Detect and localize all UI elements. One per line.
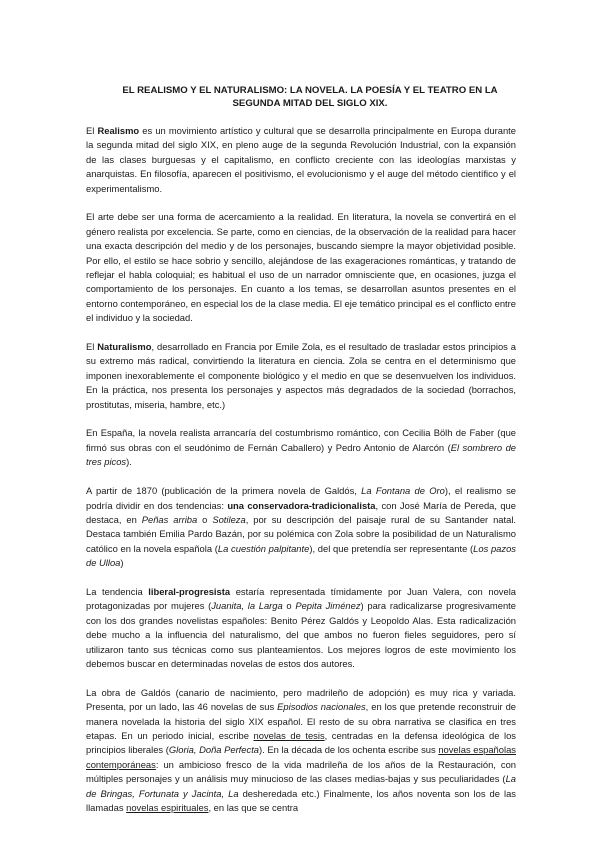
term-liberal-progresista: liberal-progresista bbox=[148, 585, 231, 597]
text-run: ). En la década de los ochenta escribe sus bbox=[259, 744, 439, 756]
work-title: La Fontana de Oro bbox=[361, 485, 445, 497]
work-title: Pepita Jiménez bbox=[295, 600, 361, 612]
text-run: El arte debe ser una forma de acercamiento a la realidad. En literatura, la novela se convertirá en el género realista por excelencia. Se parte, como en ciencias, de la observación de la realidad para hacer una exacta descripción del medio y de los personajes, buscando siempre la mayor objetividad posible. Por ello, el estilo se hace sobrio y sencillo, alejándose de las exageraciones románticas, y tratando de reflejar el habla coloquial; es habitual el uso de un narrador omnisciente que, en ocasiones, juzga el comportamiento de los personajes. En cuanto a los temas, se desarrollan asuntos presentes en el entorno contemporáneo, en especial los de la clase media. El eje temático principal es el conflicto entre el individuo y la sociedad. bbox=[86, 211, 516, 324]
paragraph-liberal bbox=[86, 585, 516, 671]
term-naturalismo: Naturalismo bbox=[97, 341, 152, 353]
work-title: Peñas arriba bbox=[141, 513, 198, 525]
text-run: o bbox=[282, 600, 296, 612]
text-run: A partir de 1870 (publicación de la primera novela de Galdós, bbox=[86, 485, 362, 497]
work-title: La de Bringas, Fortunata y Jacinta, La bbox=[86, 773, 516, 799]
text-run: La obra de Galdós (canario de nacimiento, pero madrileño de adopción) es muy rica y variada. Presenta, por un lado, las 46 novelas de sus bbox=[86, 686, 516, 713]
text-run: o bbox=[197, 513, 213, 525]
work-title: Sotileza bbox=[212, 513, 246, 525]
paragraph-galdos bbox=[86, 686, 516, 816]
paragraph-espana bbox=[86, 426, 516, 469]
work-title: Episodios nacionales bbox=[277, 701, 366, 713]
text-run: ), el realismo se podría dividir en dos tendencias: bbox=[86, 485, 516, 511]
paragraph-naturalismo bbox=[86, 340, 516, 412]
text-run: desheredada etc.) Finalmente, los años noventa son los de las llamadas bbox=[86, 787, 516, 813]
text-run: , en los que pretende reconstruir de manera novelada la historia del siglo XIX español. El resto de su obra narrativa se clasifica en tres etapas. En un periodo inicial, escribe bbox=[86, 701, 516, 741]
text-run: , en las que se centra bbox=[208, 802, 299, 813]
text-run: , con José María de Pereda, que destaca, en bbox=[86, 499, 516, 525]
work-title: La cuestión palpitante bbox=[217, 542, 310, 554]
term-novelas-contemporaneas: novelas españolas contemporáneas bbox=[86, 744, 516, 770]
text-run: , desarrollado en Francia por Emile Zola, es el resultado de trasladar estos principios a su extremo más radical, convirtiendo la literatura en ciencia. Zola se centra en el determinismo que imponen inexorablemente el componente biológico y el medio en que se desenvuelven los individuos. En la práctica, nos presenta los personajes y aspectos más degradados de la sociedad (borrachos, prostitutas, miseria, hambre, etc.) bbox=[86, 341, 516, 410]
text-run: , por su descripción del paisaje rural de su Santander natal. Destaca también Emilia Pardo Bazán, por su polémica con Zola sobre la posibilidad de un Naturalismo católico en la novela española ( bbox=[86, 513, 517, 554]
document-body bbox=[86, 124, 516, 830]
text-run: El bbox=[86, 341, 98, 353]
text-run: estaría representada tímidamente por Juan Valera, con novela protagonizadas por mujeres ( bbox=[86, 585, 516, 612]
work-title: Los pazos de Ulloa bbox=[86, 542, 516, 569]
paragraph-1870 bbox=[86, 484, 516, 570]
paragraph-arte bbox=[86, 210, 516, 325]
text-run: es un movimiento artístico y cultural que se desarrolla principalmente en Europa durante la segunda mitad del siglo XIX, en pleno auge de la segunda Revolución Industrial, con la expansión de las clases burguesas y el capitalismo, en conflicto creciente con las ideologías marxistas y anarquistas. En filosofía, aparecen el positivismo, el evolucionismo y el auge del método científico y el experimentalismo. bbox=[86, 125, 516, 194]
text-run: En España, la novela realista arrancaría del costumbrismo romántico, con Cecilia Bölh de Faber (que firmó sus obras con el seudónimo de Fernán Caballero) y Pedro Antonio de Alarcón ( bbox=[86, 427, 516, 453]
document-title: EL REALISMO Y EL NATURALISMO: LA NOVELA. LA POESÍA Y EL TEATRO EN LA SEGUNDA MITAD DEL SIGLO XIX. bbox=[122, 85, 498, 109]
work-title: El sombrero de tres picos bbox=[86, 441, 516, 468]
term-novelas-espirituales: novelas espirituales bbox=[126, 802, 209, 813]
term-realismo: Realismo bbox=[97, 125, 140, 136]
work-title: Gloria, Doña Perfecta bbox=[168, 744, 260, 756]
text-run: , centradas en la defensa ideológica de los principios liberales ( bbox=[86, 729, 516, 756]
term-novelas-de-tesis: novelas de tesis bbox=[253, 729, 325, 741]
text-run: ) para radicalizarse progresivamente con los dos grandes novelistas españoles: Benito Pérez Galdós y Leopoldo Alas. Esta radicalización debe mucho a la influencia del naturalismo, del que ambos no fueron fieles seguidores, pero sí utilizaron tanto sus técnicas como sus planteamientos. Los mejores logros de este movimiento los debemos buscar en determinadas novelas de estos dos autores. bbox=[86, 600, 516, 669]
text-run: ) bbox=[120, 557, 124, 569]
text-run: : un ambicioso fresco de la vida madrileña de los años de la Restauración, con múltiples personajes y un análisis muy minucioso de las clases medias-bajas y sus peculiaridades ( bbox=[86, 758, 516, 785]
text-run: ). bbox=[126, 456, 132, 468]
text-run: El bbox=[86, 125, 98, 136]
text-run: ), del que pretendía ser representante ( bbox=[309, 542, 474, 554]
paragraph-realismo bbox=[86, 124, 516, 196]
work-title: Juanita, la Larga bbox=[211, 600, 283, 612]
term-conservadora: una conservadora-tradicionalista bbox=[227, 499, 376, 511]
text-run: La tendencia bbox=[86, 585, 149, 597]
